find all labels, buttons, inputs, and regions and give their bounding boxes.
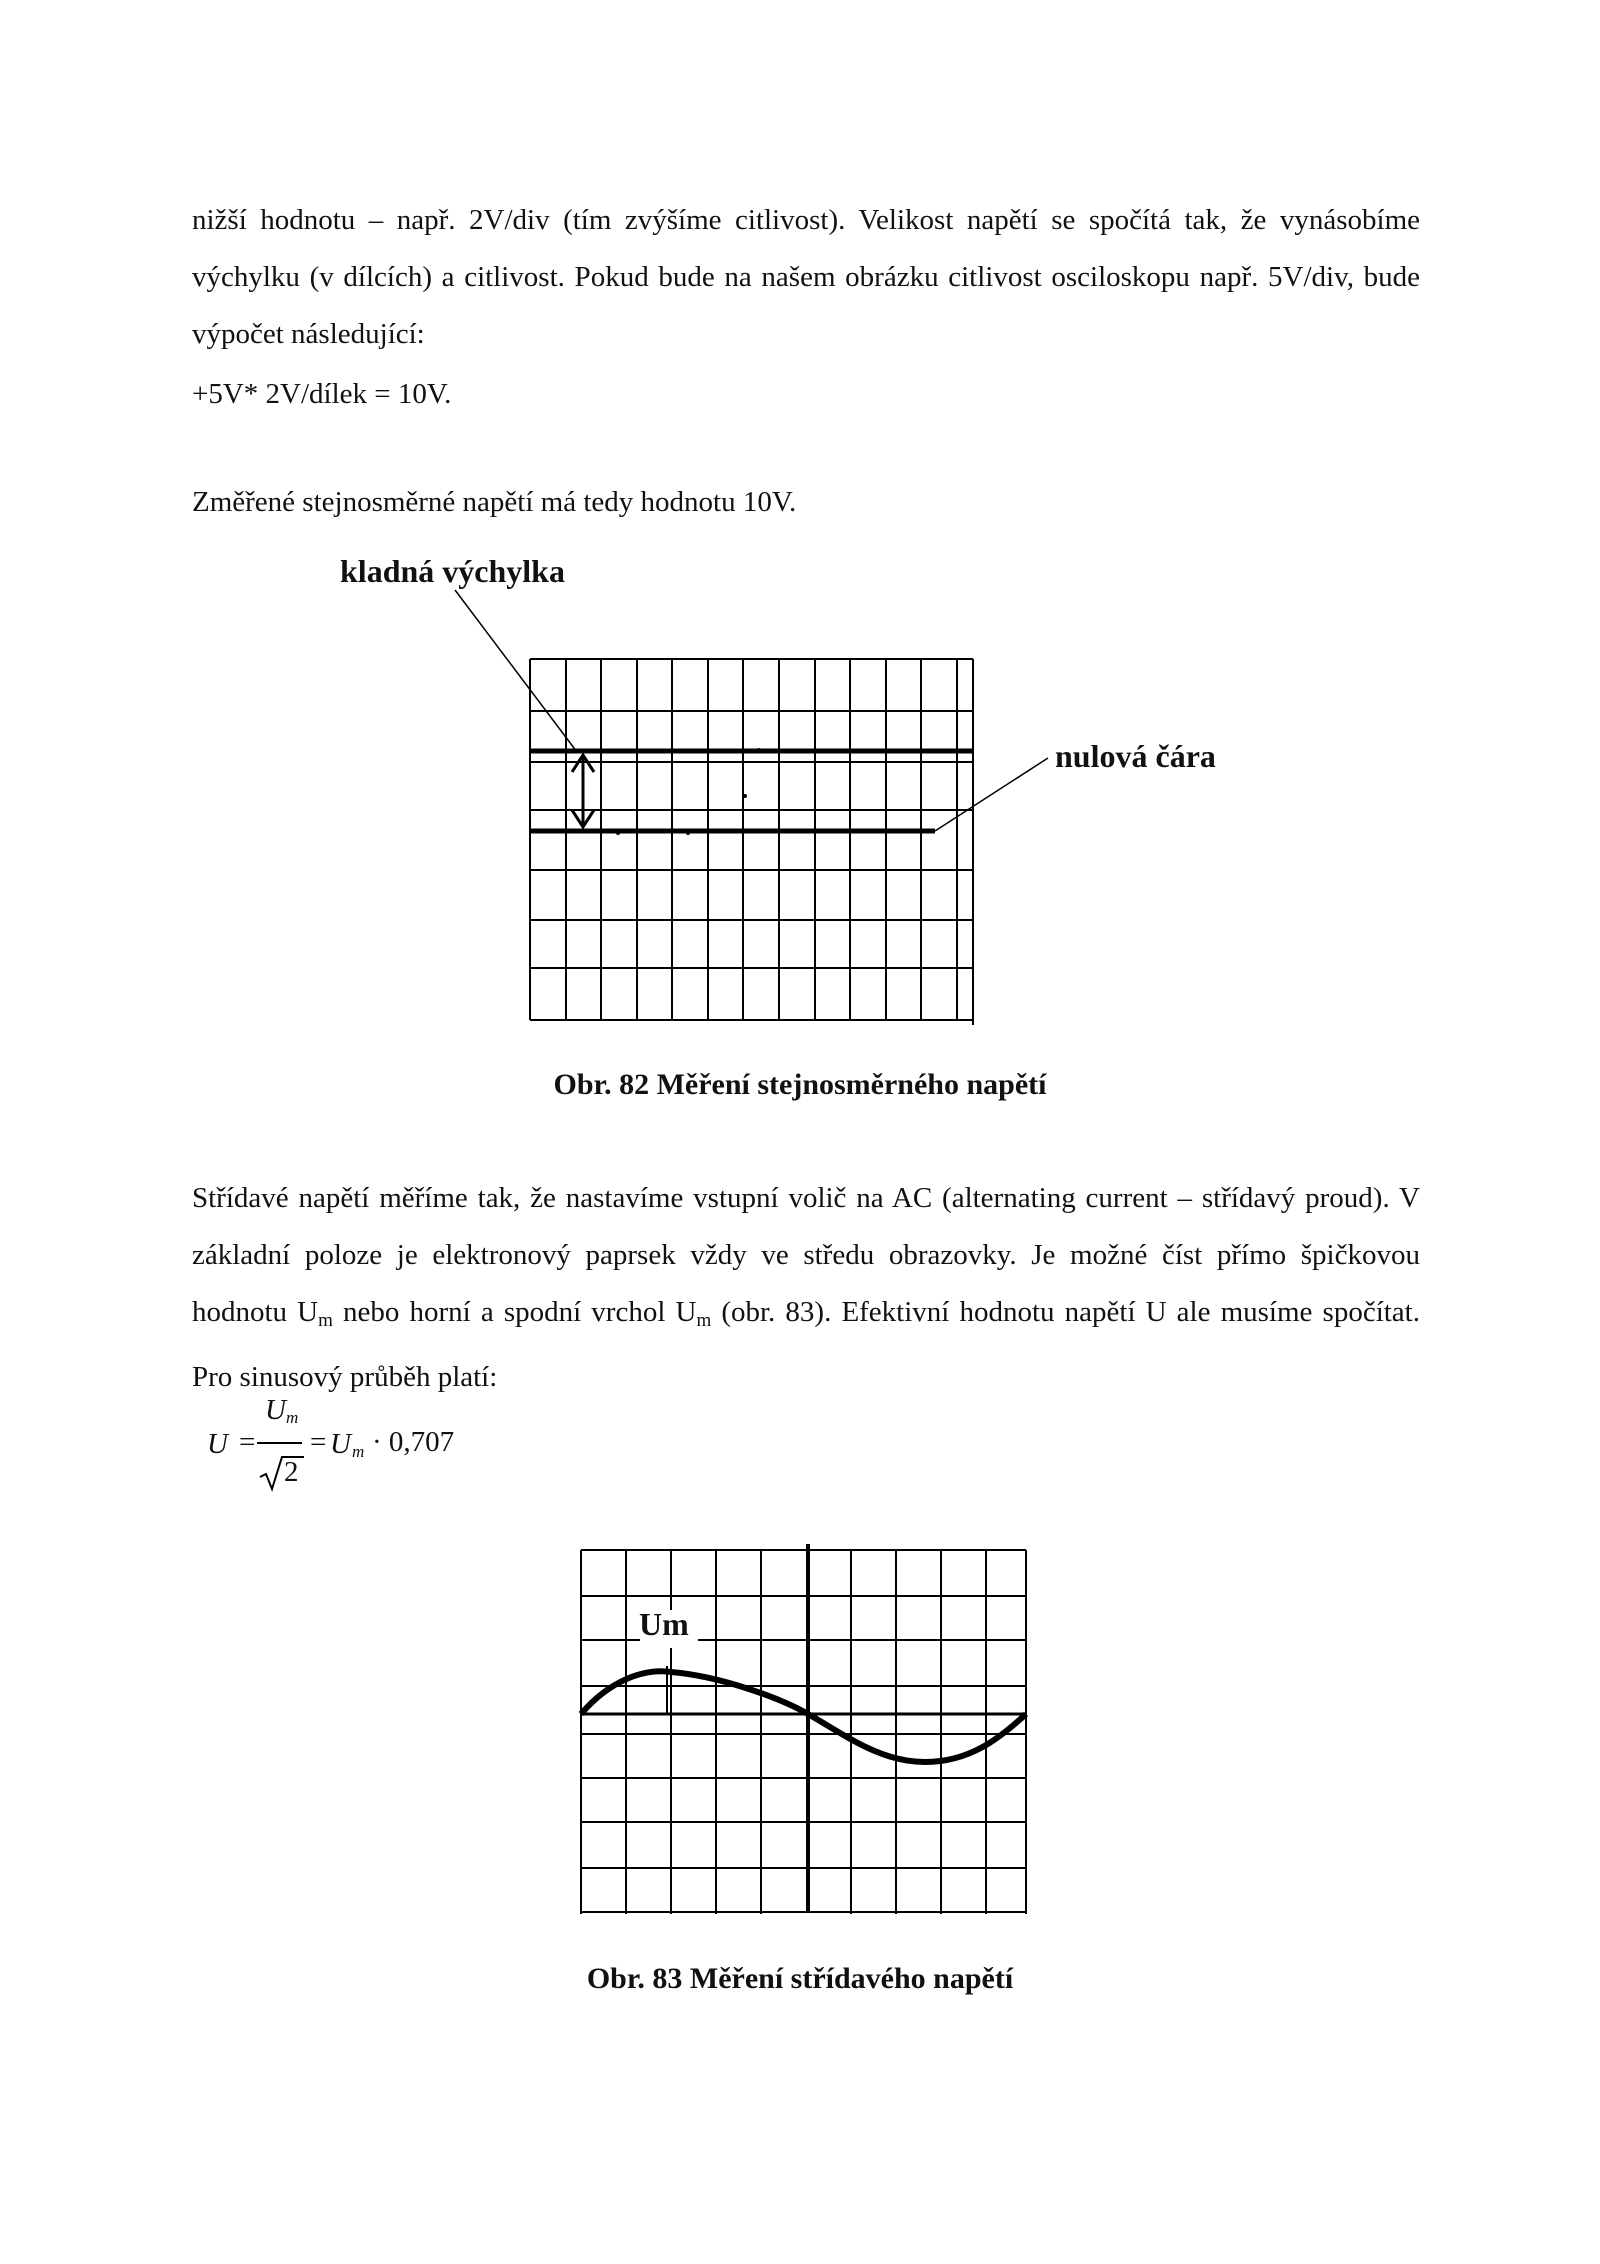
label-zero-line: nulová čára [1055, 738, 1216, 774]
paragraph-ac: Střídavé napětí měříme tak, že nastavíme vstupní volič na AC (alternating current – střídavý proud). V základní poloze je elektronový paprsek vždy ve středu obrazovky. Je možné číst přímo špičkovou hodnotu $U_m$ nebo horní a spodní vrchol $U_m$ (obr. 83). Efektivní hodnotu napětí U ale musíme spočítat. Pro sinusový průběh platí: [192, 1182, 1420, 1393]
paragraph-dc-result: Změřené stejnosměrné napětí má tedy hodnotu 10V. [192, 486, 797, 518]
figure83-caption: Obr. 83 Měření střídavého napětí [586, 1962, 1014, 1995]
rms-formula: U = U m 2 = U m · 0,707 [200, 1398, 540, 1498]
label-um: Um [639, 1606, 689, 1642]
paragraph-sensitivity: nižší hodnotu – např. 2V/div (tím zvýšíme citlivost). Velikost napětí se spočítá tak, že vynásobíme výchylku (v dílcích) a citlivost. Pokud bude na našem obrázku citlivost osciloskopu např. 5V/div, bude výpočet následující: [192, 204, 1420, 350]
calculation-line: +5V* 2V/dílek = 10V. [192, 378, 452, 410]
ac-sine-wave [581, 1671, 1026, 1762]
figure82-caption: Obr. 82 Měření stejnosměrného napětí [553, 1068, 1047, 1101]
label-positive-deflection: kladná výchylka [340, 553, 565, 589]
ac-grid-lines [581, 1550, 1026, 1914]
